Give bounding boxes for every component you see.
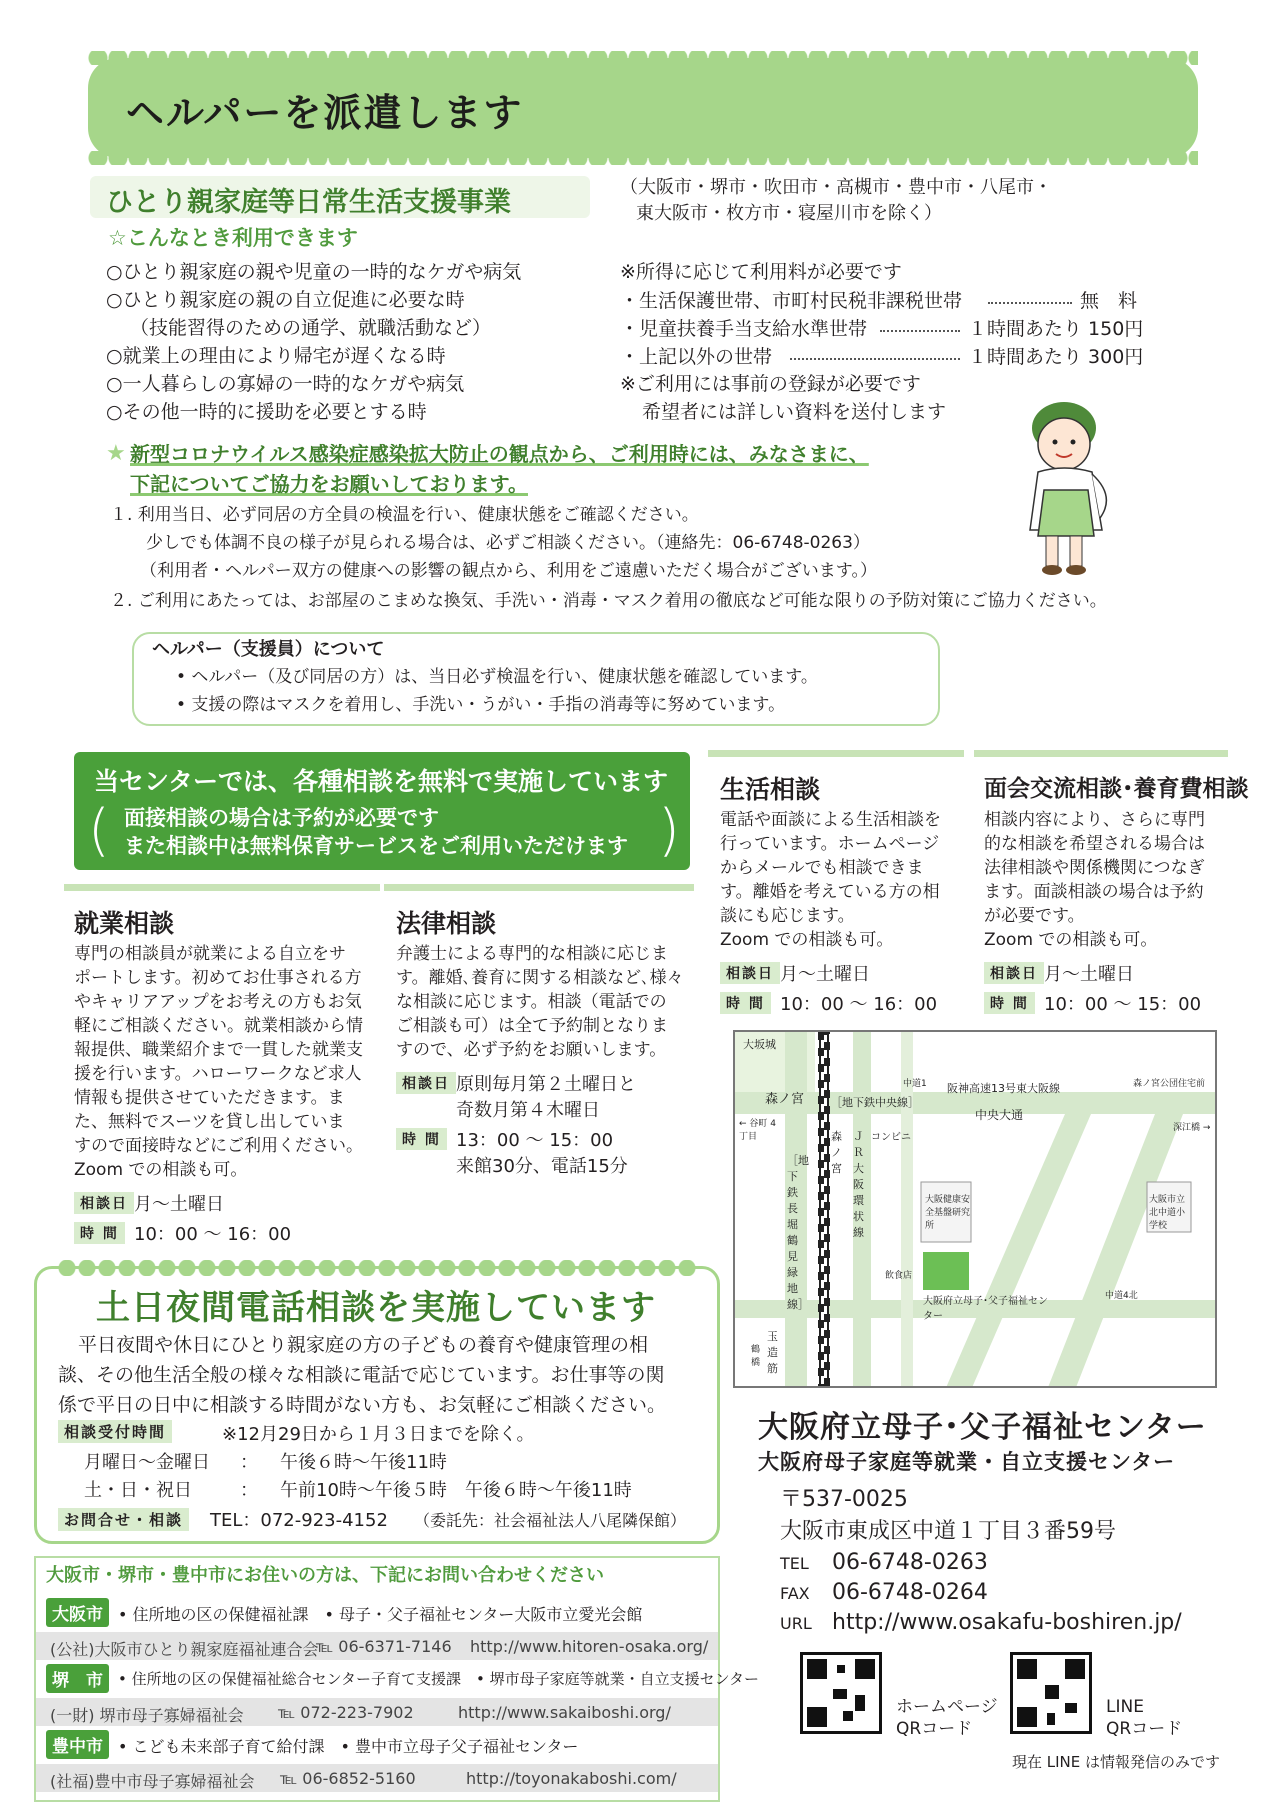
time-tag: 時 間: [720, 992, 771, 1014]
day-tag: 相談日: [74, 1192, 134, 1214]
address: 大阪市東成区中道１丁目３番59号: [780, 1519, 1116, 1544]
phone-consult-title: 土日夜間電話相談を実施しています: [96, 1288, 656, 1328]
map-label: コンビニ: [871, 1132, 911, 1143]
usage-item: ○就業上の理由により帰宅が遅くなる時: [106, 345, 446, 367]
fee-value: １時間あたり 300円: [968, 346, 1144, 368]
city-line: • こども未来部子育て給付課 • 豊中市立母子父子福祉センター: [118, 1737, 579, 1756]
city-url[interactable]: http://www.hitoren-osaka.org/: [470, 1637, 709, 1656]
day-tag: 相談日: [984, 962, 1044, 984]
life-time: 10：00 〜 16：00: [780, 994, 938, 1015]
city-tel: ℡ 072-223-7902: [278, 1703, 414, 1722]
weekend-label: 土・日・祝日: [84, 1480, 192, 1501]
center-box-line: 面接相談の場合は予約が必要です: [124, 806, 439, 830]
map-label: 中央大通: [975, 1108, 1024, 1122]
usage-item: ○一人暮らしの寡婦の一時的なケガや病気: [106, 373, 465, 395]
helper-box-title: ヘルパー（支援員）について: [152, 639, 385, 660]
visit-day: 月〜土曜日: [1044, 964, 1134, 985]
visit-consult-title: 面会交流相談･養育費相談: [984, 776, 1249, 802]
phone-exclude: ※12月29日から１月３日までを除く。: [222, 1424, 535, 1445]
fax-number: 06-6748-0264: [832, 1580, 988, 1605]
homepage-url[interactable]: http://www.osakafu-boshiren.jp/: [832, 1610, 1182, 1635]
map-label: 森ノ宮: [831, 1130, 842, 1175]
line-note: 現在 LINE は情報発信のみです: [1012, 1753, 1221, 1771]
city-badge: 大阪市: [46, 1598, 109, 1627]
city-line: • 住所地の区の保健福祉課 • 母子・父子福祉センター大阪市立愛光会館: [118, 1605, 643, 1624]
tel-label: TEL: [780, 1554, 809, 1573]
postal-code: 〒537-0025: [780, 1487, 908, 1512]
banner-title: ヘルパーを派遣します: [126, 91, 524, 135]
job-consult-title: 就業相談: [74, 909, 175, 938]
city-org: (公社)大阪市ひとり親家庭福祉連合会: [50, 1640, 319, 1659]
city-url[interactable]: http://toyonakaboshi.com/: [466, 1769, 677, 1788]
time-tag: 時 間: [984, 992, 1035, 1014]
covid-item: ２. ご利用にあたっては、お部屋のこまめな換気、手洗い・消毒・マスク着用の徹底など可能な限りの予防対策にご協力ください。: [110, 591, 1107, 611]
city-tel: ℡ 06-6852-5160: [280, 1769, 416, 1788]
org-subtitle: 大阪府母子家庭等就業・自立支援センター: [758, 1450, 1176, 1474]
map-label: 大阪健康安全基盤研究所: [925, 1195, 971, 1231]
phone-consult-body: 平日夜間や休日にひとり親家庭の方の子どもの養育や健康管理の相 談、その他生活全般の様々な相談に電話で応じています。お仕事等の関 係で平日の日中に相談する時間がない方も、お気軽にご相談ください。: [58, 1334, 667, 1416]
leader-dots: [880, 330, 960, 332]
paren-left: (: [88, 798, 110, 863]
usage-item: （技能習得のための通学、就職活動など）: [130, 317, 492, 339]
weekday-sep: ：: [240, 1452, 258, 1473]
registration-note: 希望者には詳しい資料を送付します: [642, 401, 947, 423]
excluded-cities-2: 東大阪市・枚方市・寝屋川市を除く）: [636, 203, 942, 224]
usage-item: ○ひとり親家庭の親や児童の一時的なケガや病気: [106, 261, 522, 283]
map-label: ［地下鉄中央線］: [831, 1096, 919, 1109]
section-bar: [708, 750, 964, 757]
map-label: 森ノ宮: [765, 1092, 805, 1107]
title-banner: [88, 58, 1198, 158]
law-day: 奇数月第４木曜日: [456, 1100, 600, 1121]
city-line: • 住所地の区の保健福祉総合センター子育て支援課 • 堺市母子家庭等就業・自立支援センター: [118, 1670, 760, 1688]
time-tag: 時 間: [396, 1128, 447, 1150]
free-consultation-banner: [74, 752, 690, 870]
time-tag: 時 間: [74, 1222, 125, 1244]
fee-note: ※所得に応じて利用料が必要です: [620, 261, 902, 283]
law-time: 13：00 〜 15：00: [456, 1130, 614, 1151]
usage-heading: ☆こんなとき利用できます: [108, 226, 358, 250]
covid-notice-line: 下記についてご協力をお願いしております。: [130, 472, 528, 496]
city-url[interactable]: http://www.sakaiboshi.org/: [458, 1703, 671, 1722]
map-label: 中道4北: [1105, 1291, 1138, 1301]
weekend-time: 午前10時〜午後５時 午後６時〜午後11時: [280, 1480, 632, 1501]
fax-label: FAX: [780, 1584, 810, 1603]
day-tag: 相談日: [396, 1072, 456, 1094]
map-label: 飲食店: [885, 1271, 913, 1281]
map-label: 玉造筋: [767, 1330, 778, 1375]
paren-right: ): [658, 798, 680, 863]
service-title: ひとり親家庭等日常生活支援事業: [106, 187, 511, 218]
star-icon: ★: [106, 441, 126, 466]
fee-label: ・児童扶養手当支給水準世帯: [620, 318, 868, 340]
org-name: 大阪府立母子･父子福祉センター: [758, 1410, 1207, 1445]
city-org: (社福)豊中市母子寡婦福祉会: [50, 1772, 255, 1791]
fee-label: ・上記以外の世帯: [620, 346, 773, 368]
job-day: 月〜土曜日: [134, 1194, 224, 1215]
city-tel: ℡ 06-6371-7146: [316, 1637, 452, 1656]
job-consult-body: 専門の相談員が就業による自立をサ ポートします。初めてお仕事される方 やキャリアアップをお考えの方もお気 軽にご相談ください。就業相談から情 報提供、職業紹介まで一貫した就業支 援を行います。ハローワークなど求人 情報も提供させていただきます。ま た、無料でスーツを貸し出していま すので面接時などにご利用ください。 Zoom での相談も可。: [74, 944, 363, 1180]
law-time: 来館30分、電話15分: [456, 1156, 628, 1177]
helper-illustration: [1010, 400, 1128, 580]
law-day: 原則毎月第２土曜日と: [456, 1074, 636, 1095]
section-bar: [974, 750, 1228, 757]
line-qr-code[interactable]: [1010, 1652, 1092, 1734]
phone-tel: TEL：072-923-4152: [210, 1510, 388, 1531]
excluded-cities-1: （大阪市・堺市・吹田市・高槻市・豊中市・八尾市・: [620, 177, 1052, 198]
life-consult-body: 電話や面談による生活相談を 行っています。ホームページ からメールでも相談できま す。離婚を考えている方の相 談にも応じます。 Zoom での相談も可。: [720, 810, 941, 950]
covid-item: （利用者・ヘルパー双方の健康への影響の観点から、利用をご遠慮いただく場合がございます。）: [140, 561, 877, 581]
helper-box-item: • 支援の際はマスクを着用し、手洗い・うがい・手指の消毒等に努めています。: [176, 695, 786, 715]
law-consult-title: 法律相談: [396, 909, 497, 938]
map-label: ［地下鉄長堀鶴見緑地線］: [787, 1154, 809, 1311]
center-box-title: 当センターでは、各種相談を無料で実施しています: [94, 767, 669, 796]
leader-dots: [790, 358, 960, 360]
city-badge: 堺 市: [46, 1664, 109, 1693]
map-label: ＪＲ大阪環状線: [853, 1130, 864, 1239]
fee-label: ・生活保護世帯、市町村民税非課税世帯: [620, 290, 963, 312]
weekend-sep: ：: [240, 1480, 258, 1501]
homepage-qr-code[interactable]: [800, 1652, 882, 1734]
phone-entrust: （委託先：社会福祉法人八尾隣保館）: [414, 1511, 687, 1530]
section-bar: [64, 884, 380, 891]
qr-home-label: QRコード: [896, 1719, 973, 1739]
usage-item: ○その他一時的に援助を必要とする時: [106, 401, 427, 423]
usage-item: ○ひとり親家庭の親の自立促進に必要な時: [106, 289, 465, 311]
job-time: 10：00 〜 16：00: [134, 1224, 292, 1245]
leader-dots: [988, 302, 1072, 304]
access-map: [733, 1030, 1217, 1388]
map-label: 大阪府立母子･父子福祉センター: [923, 1296, 1048, 1322]
qr-home-label: ホームページ: [896, 1697, 998, 1717]
life-consult-title: 生活相談: [720, 775, 821, 804]
map-label: 大阪市立北中道小学校: [1149, 1195, 1186, 1231]
center-box-line: また相談中は無料保育サービスをご利用いただけます: [124, 834, 628, 858]
qr-line-label: QRコード: [1106, 1719, 1183, 1739]
qr-line-label: LINE: [1106, 1697, 1144, 1717]
fee-value: 無 料: [1080, 290, 1138, 312]
map-label: 森ノ宮公団住宅前: [1133, 1079, 1206, 1089]
hours-tag: 相談受付時間: [58, 1420, 172, 1443]
map-label: 鶴橋: [751, 1345, 761, 1368]
fee-value: １時間あたり 150円: [968, 318, 1144, 340]
helper-box-item: • ヘルパー（及び同居の方）は、当日必ず検温を行い、健康状態を確認しています。: [176, 667, 818, 687]
contact-tag: お問合せ・相談: [58, 1508, 189, 1531]
registration-note: ※ご利用には事前の登録が必要です: [620, 373, 921, 395]
covid-item: １. 利用当日、必ず同居の方全員の検温を行い、健康状態をご確認ください。: [110, 505, 699, 525]
cities-heading: 大阪市・堺市・豊中市にお住いの方は、下記にお問い合わせください: [46, 1565, 604, 1586]
map-label: ← 谷町 4丁目: [739, 1119, 776, 1142]
day-tag: 相談日: [720, 962, 780, 984]
life-day: 月〜土曜日: [780, 964, 870, 985]
visit-time: 10：00 〜 15：00: [1044, 994, 1202, 1015]
map-label: 中道1: [903, 1079, 927, 1089]
map-label: 大坂城: [743, 1038, 776, 1051]
map-label: 阪神高速13号東大阪線: [947, 1082, 1060, 1095]
weekday-label: 月曜日〜金曜日: [84, 1452, 210, 1473]
law-consult-body: 弁護士による専門的な相談に応じま す。離婚､養育に関する相談など､様々 な相談に応じます。相談（電話での ご相談も可）は全て予約制となりま すので、必ず予約をお願いします。: [396, 944, 684, 1060]
map-label: 深江橋 →: [1173, 1123, 1211, 1133]
city-org: (一財) 堺市母子寡婦福祉会: [50, 1706, 244, 1725]
city-badge: 豊中市: [46, 1730, 109, 1759]
tel-number[interactable]: 06-6748-0263: [832, 1550, 988, 1575]
visit-consult-body: 相談内容により、さらに専門 的な相談を希望される場合は 法律相談や関係機関につなぎ ます。面談相談の場合は予約 が必要です。 Zoom での相談も可。: [984, 810, 1205, 950]
section-bar: [384, 884, 694, 891]
weekday-time: 午後６時〜午後11時: [280, 1452, 447, 1473]
covid-item: 少しでも体調不良の様子が見られる場合は、必ずご相談ください。（連絡先：06-6748-0263）: [146, 533, 870, 553]
covid-notice-line: 新型コロナウイルス感染症感染拡大防止の観点から、ご利用時には、みなさまに、: [130, 442, 869, 466]
url-label: URL: [780, 1614, 812, 1633]
